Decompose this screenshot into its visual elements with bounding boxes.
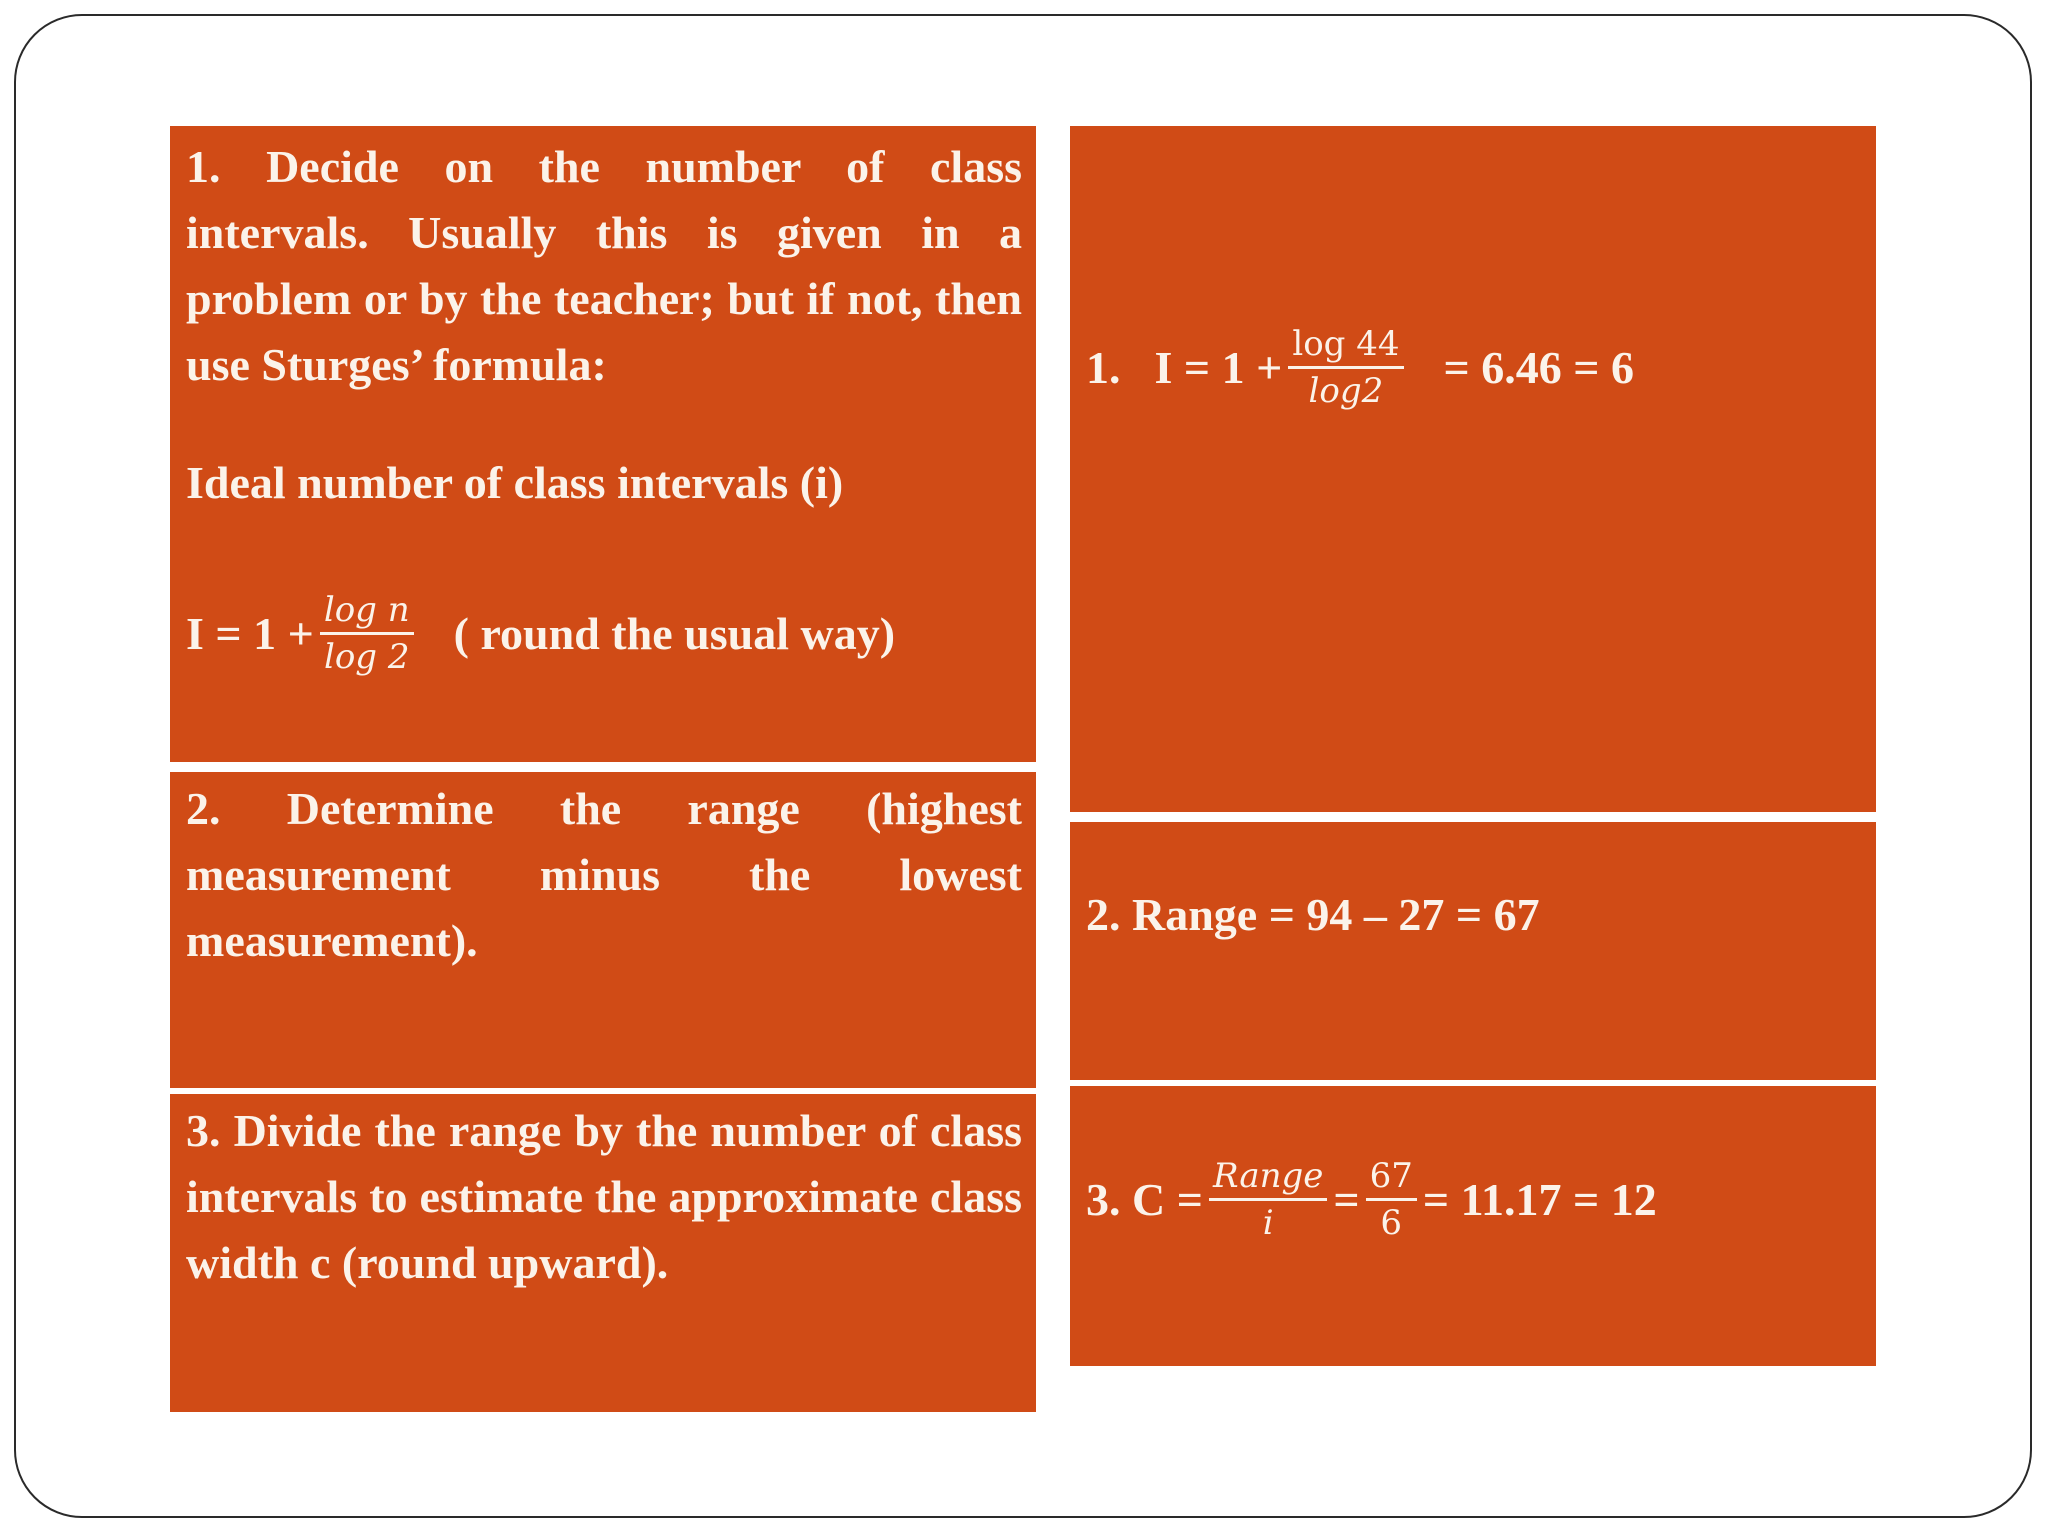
range-over-i-fraction: [1209, 1154, 1327, 1245]
six-denominator: 6: [1380, 1203, 1403, 1243]
step2-calculation-cell: [1070, 822, 1876, 1080]
step1-calculation-cell: [1070, 126, 1876, 812]
sixty-seven-numerator: 67: [1369, 1156, 1413, 1196]
sturges-numerator: log n: [323, 590, 410, 630]
step2-paragraph: 2. Determine the range (highest measurement minus the lowest measurement).: [186, 783, 1022, 966]
range-numerator: Range: [1212, 1156, 1324, 1196]
ideal-number-label: Ideal number of class intervals (i): [186, 457, 844, 508]
step3-calculation: [1086, 1154, 1657, 1245]
step3-paragraph: 3. Divide the range by the number of class intervals to estimate the approximate class width c (round upward).: [186, 1105, 1022, 1288]
step1-first-line: 1. Decide on the number of class: [186, 141, 1022, 192]
step1-lhs: I = 1 +: [1154, 342, 1283, 393]
step3-calculation-cell: [1070, 1086, 1876, 1366]
sturges-rounding-note: ( round the usual way): [453, 608, 896, 659]
step3-result: = 11.17 = 12: [1422, 1174, 1657, 1225]
step1-number: 1.: [1086, 342, 1121, 393]
step1-denominator: log2: [1308, 371, 1384, 411]
step3-instruction-cell: [170, 1094, 1036, 1412]
i-denominator: i: [1262, 1203, 1274, 1243]
step1-paragraph: intervals. Usually this is given in a problem or by the teacher; but if not, then use Sturges’ formula:: [186, 207, 1022, 390]
step1-numerator: log 44: [1292, 324, 1400, 364]
step3-equals: =: [1333, 1174, 1360, 1225]
step2-instruction-cell: [170, 772, 1036, 1088]
step1-calculation: [1086, 322, 1634, 413]
step1-fraction: [1288, 322, 1403, 413]
sturges-formula-lhs: I = 1 +: [186, 608, 314, 659]
sturges-formula: [186, 588, 895, 679]
sturges-denominator: log 2: [323, 637, 410, 677]
step3-lhs: 3. C =: [1086, 1174, 1203, 1225]
step1-instruction-cell: [170, 126, 1036, 762]
range-calculation: 2. Range = 94 – 27 = 67: [1086, 889, 1540, 940]
step1-result: = 6.46 = 6: [1443, 342, 1634, 393]
sturges-fraction: [320, 588, 414, 679]
sixty-seven-over-six-fraction: [1366, 1154, 1417, 1245]
